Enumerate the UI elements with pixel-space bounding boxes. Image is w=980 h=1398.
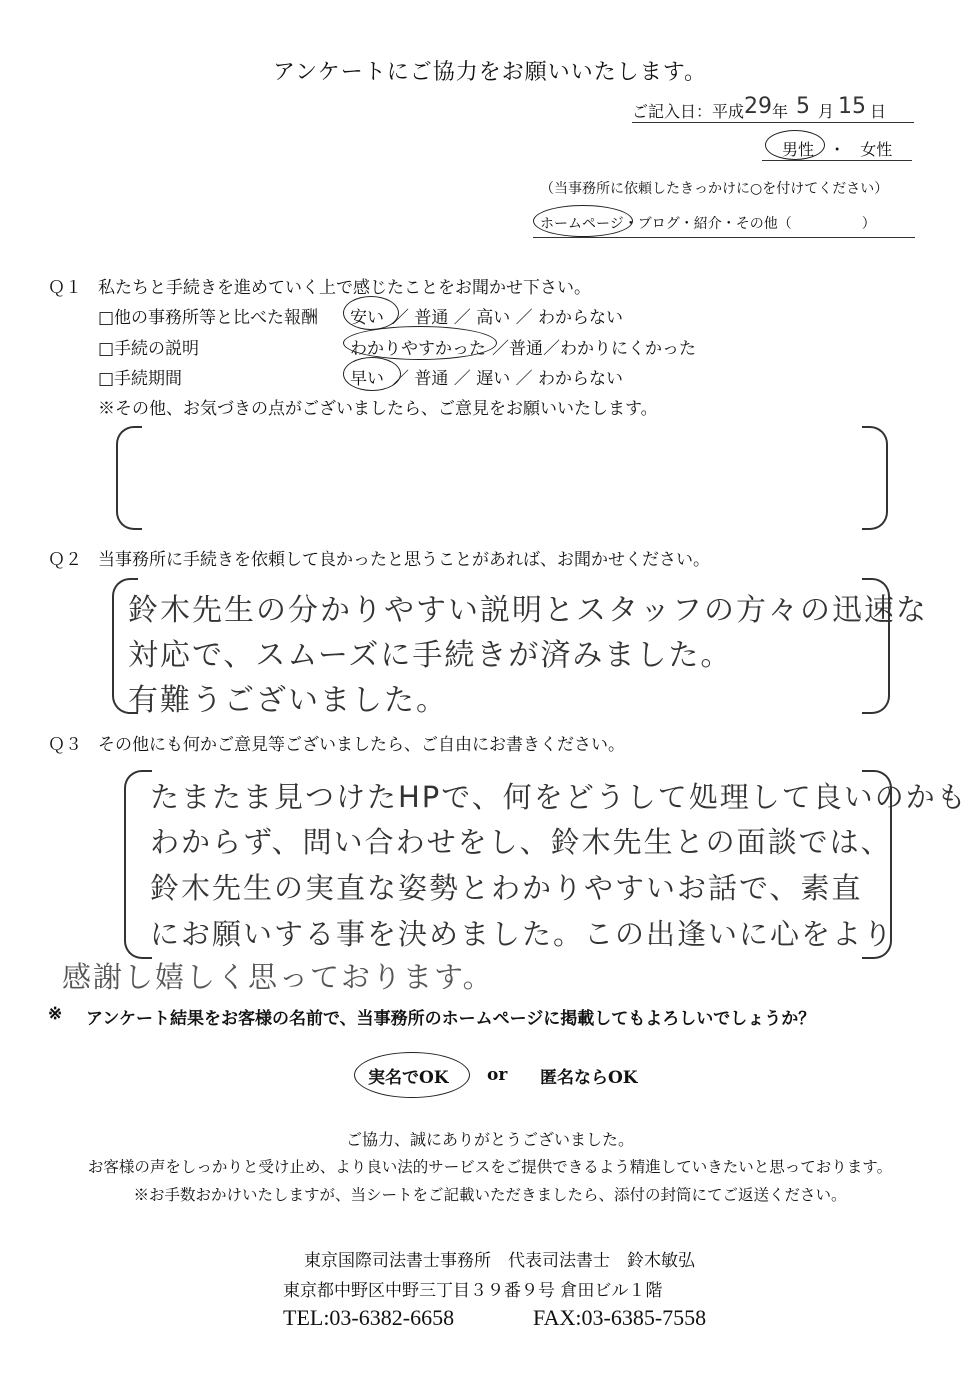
q1-answer-bracket-left [116,426,142,530]
q1-option-selected[interactable]: 早い [350,369,384,389]
fill-date-day-unit: 日 [870,102,887,121]
gender-underline [762,160,912,161]
trigger-homepage-circle [533,205,633,237]
fill-date-underline [632,122,914,123]
thanks-line-1: ご協力、誠にありがとうございました。 [345,1130,634,1149]
q3-answer-line: たまたま見つけたHPで、何をどうして処理して良いのかも [150,780,968,814]
q1-row-label: □手続期間 [98,369,183,389]
q1-option-selected[interactable]: わかりやすかった [350,339,486,359]
q1-options-rest[interactable]: ／ 普通 ／ 遅い ／ わからない [392,369,624,389]
q1-answer-bracket-right [862,426,888,530]
fill-date [632,94,887,123]
publish-mark: ※ [48,1004,63,1024]
trigger-other-options[interactable]: ・ブログ・紹介・その他（ ） [623,216,876,232]
page-title: アンケートにご協力をお願いいたします。 [273,60,707,85]
q2-answer-line: 有難うございました。 [128,683,448,718]
gender-male[interactable]: 男性 [782,140,815,159]
fill-date-label: ご記入日：平成 [632,102,745,121]
q1-option-selected[interactable]: 安い [350,308,384,328]
footer-fax: FAX:03-6385-7558 [533,1305,707,1330]
q3-answer-bracket-left [124,770,152,959]
publish-or: or [487,1065,508,1085]
q1-question: 私たちと手続きを進めていく上で感じたことをお聞かせ下さい。 [98,278,591,298]
q1-other-note: ※その他、お気づきの点がございましたら、ご意見をお願いいたします。 [98,399,658,419]
trigger-underline [533,237,915,238]
fill-date-month-unit: 月 [818,102,835,121]
publish-option-real[interactable]: 実名でOK [368,1068,449,1088]
gender-separator: ・ [829,140,846,159]
publish-option-real-circle [354,1052,470,1098]
publish-option-anon[interactable]: 匿名ならOK [540,1068,638,1088]
q3-answer-line: にお願いする事を決めました。この出逢いに心をより [150,917,895,951]
q2-question: 当事務所に手続きを依頼して良かったと思うことがあれば、お聞かせください。 [98,550,710,570]
fill-date-year: 29 [744,94,773,119]
fill-date-year-unit: 年 [772,102,789,121]
q1-row-explanation-circle [343,326,497,360]
q3-number: Ｑ３ [48,735,82,755]
q1-options-rest[interactable]: ／普通／わかりにくかった [492,339,696,359]
q1-row-period-circle [343,357,401,391]
footer-address: 東京都中野区中野三丁目３９番９号 倉田ビル１階 [283,1281,663,1301]
thanks-line-3: ※お手数おかけいたしますが、当シートをご記載いただきましたら、添付の封筒にてご返送ください。 [133,1186,847,1204]
trigger-homepage[interactable]: ホームページ [540,216,624,232]
q2-answer-line: 鈴木先生の分かりやすい説明とスタッフの方々の迅速な [128,593,928,628]
q1-row-fee-circle [343,296,399,330]
q2-answer-line: 対応で、スムーズに手続きが済みました。 [128,638,733,673]
q3-answer-line: 感謝し嬉しく思っております。 [62,960,494,994]
q1-row-label: □手続の説明 [98,339,200,359]
q3-answer-line: 鈴木先生の実直な姿勢とわかりやすいお話で、素直 [150,871,863,905]
fill-date-day: 15 [838,94,867,119]
q3-question: その他にも何かご意見等ございましたら、ご自由にお書きください。 [98,735,625,755]
thanks-line-2: お客様の声をしっかりと受け止め、より良い法的サービスをご提供できるよう精進していきたいと思っております。 [87,1158,893,1176]
publish-question: アンケート結果をお客様の名前で、当事務所のホームページに掲載してもよろしいでしょうか？ [86,1009,816,1029]
gender-female[interactable]: 女性 [860,140,893,159]
trigger-note: （当事務所に依頼したきっかけに○を付けてください） [540,181,889,197]
q1-row-label: □他の事務所等と比べた報酬 [98,308,319,328]
gender-male-circle [765,130,825,160]
q2-number: Ｑ２ [48,550,82,570]
footer-tel: TEL:03-6382-6658 [283,1305,455,1330]
q3-answer-line: わからず、問い合わせをし、鈴木先生との面談では、 [150,825,892,859]
q1-options-rest[interactable]: ／ 普通 ／ 高い ／ わからない [392,308,624,328]
footer-office: 東京国際司法書士事務所 代表司法書士 鈴木敏弘 [304,1251,695,1271]
fill-date-month: 5 [796,94,811,119]
q1-number: Ｑ１ [48,278,82,298]
